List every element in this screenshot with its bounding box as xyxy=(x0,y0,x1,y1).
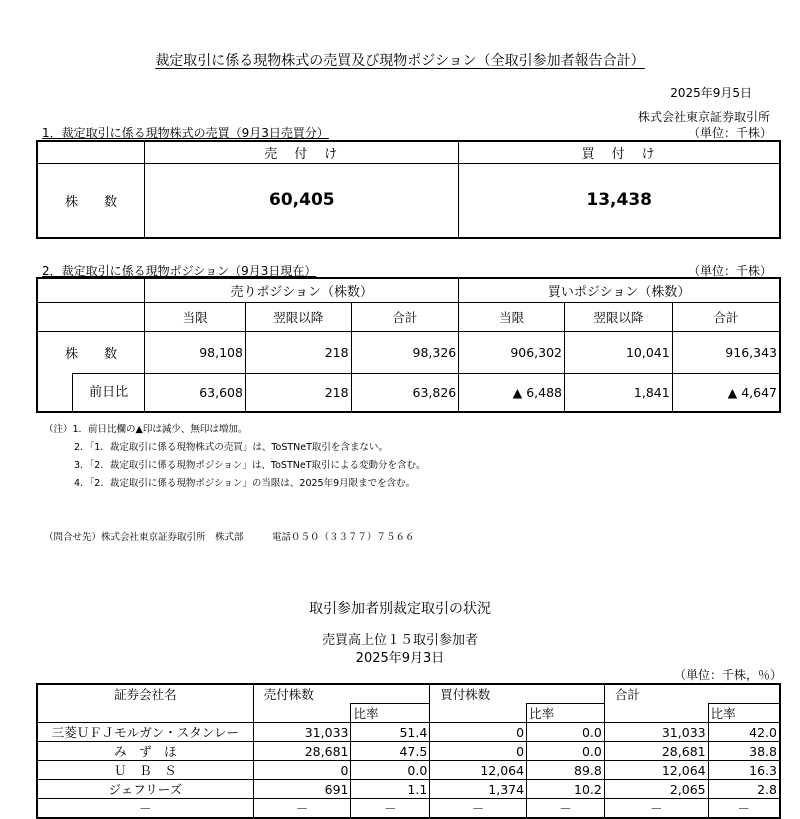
ratio-header: 比率 xyxy=(351,704,430,723)
total-value: 2,065 xyxy=(604,780,708,799)
buy-position-header: 買いポジション（株数） xyxy=(459,278,780,302)
total-ratio: － xyxy=(708,799,780,819)
table-row xyxy=(37,780,780,799)
note: 3．「2．裁定取引に係る現物ポジション」は、ToSTNeT取引による変動分を含む。 xyxy=(74,460,426,471)
total-header: 合計 xyxy=(604,684,780,704)
blank-cell xyxy=(604,704,708,723)
value-cell: 98,108 xyxy=(145,331,246,373)
blank-cell xyxy=(37,278,145,302)
section2-unit: （単位：千株） xyxy=(687,264,772,278)
sell-value: － xyxy=(253,799,351,819)
row-label: 株 数 xyxy=(37,163,145,238)
company-name: 三菱ＵＦＪモルガン・スタンレー xyxy=(37,723,253,742)
note: （注）1．前日比欄の▲印は減少、無印は増加。 xyxy=(44,424,248,435)
ratio-header: 比率 xyxy=(708,704,780,723)
company-name: み ず ほ xyxy=(37,742,253,761)
company-name: － xyxy=(37,799,253,819)
value-cell: 63,826 xyxy=(351,373,459,412)
total-value: 12,064 xyxy=(604,761,708,780)
section2-table xyxy=(36,277,781,413)
blank-cell xyxy=(253,704,351,723)
blank-cell xyxy=(37,141,145,163)
sell-value: 28,681 xyxy=(253,742,351,761)
row-label: 前日比 xyxy=(72,373,144,411)
value-cell: ▲ 4,647 xyxy=(672,373,780,412)
subcol-header: 翌限以降 xyxy=(245,302,351,331)
sell-header: 売付株数 xyxy=(253,684,430,704)
sell-ratio: 1.1 xyxy=(351,780,430,799)
buy-value: 13,438 xyxy=(459,163,780,238)
sell-ratio: － xyxy=(351,799,430,819)
sell-ratio: 0.0 xyxy=(351,761,430,780)
company-name: Ｕ Ｂ Ｓ xyxy=(37,761,253,780)
participants-table xyxy=(36,683,781,819)
value-cell: 98,326 xyxy=(351,331,459,373)
buy-value: 0 xyxy=(430,742,527,761)
table-row xyxy=(37,761,780,780)
buy-value: 12,064 xyxy=(430,761,527,780)
subcol-header: 当限 xyxy=(459,302,565,331)
buy-ratio: 0.0 xyxy=(527,742,605,761)
buy-header: 買 付 け xyxy=(459,141,780,163)
sell-position-header: 売りポジション（株数） xyxy=(145,278,459,302)
subcol-header: 合計 xyxy=(672,302,780,331)
value-cell: ▲ 6,488 xyxy=(459,373,565,412)
value-cell: 916,343 xyxy=(672,331,780,373)
buy-value: 0 xyxy=(430,723,527,742)
total-value: － xyxy=(604,799,708,819)
total-value: 28,681 xyxy=(604,742,708,761)
total-ratio: 2.8 xyxy=(708,780,780,799)
subcol-header: 翌限以降 xyxy=(565,302,673,331)
value-cell: 1,841 xyxy=(565,373,673,412)
value-cell: 218 xyxy=(245,373,351,412)
participants-subtitle: 売買高上位１５取引参加者 xyxy=(321,633,478,648)
buy-ratio: 10.2 xyxy=(527,780,605,799)
sell-ratio: 51.4 xyxy=(351,723,430,742)
ratio-header: 比率 xyxy=(527,704,605,723)
section1-unit: （単位：千株） xyxy=(687,126,772,140)
total-value: 31,033 xyxy=(604,723,708,742)
buy-value: － xyxy=(430,799,527,819)
section1-heading: 1．裁定取引に係る現物株式の売買（9月3日売買分） xyxy=(42,126,329,140)
row-label-cell xyxy=(37,373,145,412)
section2-heading: 2．裁定取引に係る現物ポジション（9月3日現在） xyxy=(42,264,317,278)
report-date: 2025年9月5日 xyxy=(670,86,752,100)
table-row xyxy=(37,723,780,742)
sell-value: 691 xyxy=(253,780,351,799)
total-ratio: 38.8 xyxy=(708,742,780,761)
row-label: 株 数 xyxy=(37,331,145,373)
sell-value: 0 xyxy=(253,761,351,780)
sell-value: 60,405 xyxy=(145,163,459,238)
buy-ratio: － xyxy=(527,799,605,819)
subcol-header: 合計 xyxy=(351,302,459,331)
subcol-header: 当限 xyxy=(145,302,246,331)
participants-unit: （単位：千株，％） xyxy=(673,668,782,682)
participants-title: 取引参加者別裁定取引の状況 xyxy=(309,601,491,617)
buy-value: 1,374 xyxy=(430,780,527,799)
contact: （問合せ先）株式会社東京証券取引所 株式部 電話０５０（３３７７）７５６６ xyxy=(44,532,415,543)
sell-value: 31,033 xyxy=(253,723,351,742)
total-ratio: 42.0 xyxy=(708,723,780,742)
buy-header: 買付株数 xyxy=(430,684,605,704)
organization: 株式会社東京証券取引所 xyxy=(637,110,770,124)
buy-ratio: 89.8 xyxy=(527,761,605,780)
company-name: ジェフリーズ xyxy=(37,780,253,799)
sell-ratio: 47.5 xyxy=(351,742,430,761)
page-title: 裁定取引に係る現物株式の売買及び現物ポジション（全取引参加者報告合計） xyxy=(155,53,645,69)
note: 2．「1．裁定取引に係る現物株式の売買」は、ToSTNeT取引を含まない。 xyxy=(74,442,388,453)
company-header: 証券会社名 xyxy=(37,684,253,723)
value-cell: 10,041 xyxy=(565,331,673,373)
note: 4．「2．裁定取引に係る現物ポジション」の当限は、2025年9月限までを含む。 xyxy=(74,478,416,489)
total-ratio: 16.3 xyxy=(708,761,780,780)
value-cell: 63,608 xyxy=(145,373,246,412)
table-row xyxy=(37,742,780,761)
value-cell: 906,302 xyxy=(459,331,565,373)
blank-cell xyxy=(430,704,527,723)
sell-header: 売 付 け xyxy=(145,141,459,163)
value-cell: 218 xyxy=(245,331,351,373)
table-row xyxy=(37,799,780,819)
participants-date: 2025年9月3日 xyxy=(355,651,445,666)
buy-ratio: 0.0 xyxy=(527,723,605,742)
section1-table xyxy=(36,140,781,239)
blank-cell xyxy=(37,302,145,331)
